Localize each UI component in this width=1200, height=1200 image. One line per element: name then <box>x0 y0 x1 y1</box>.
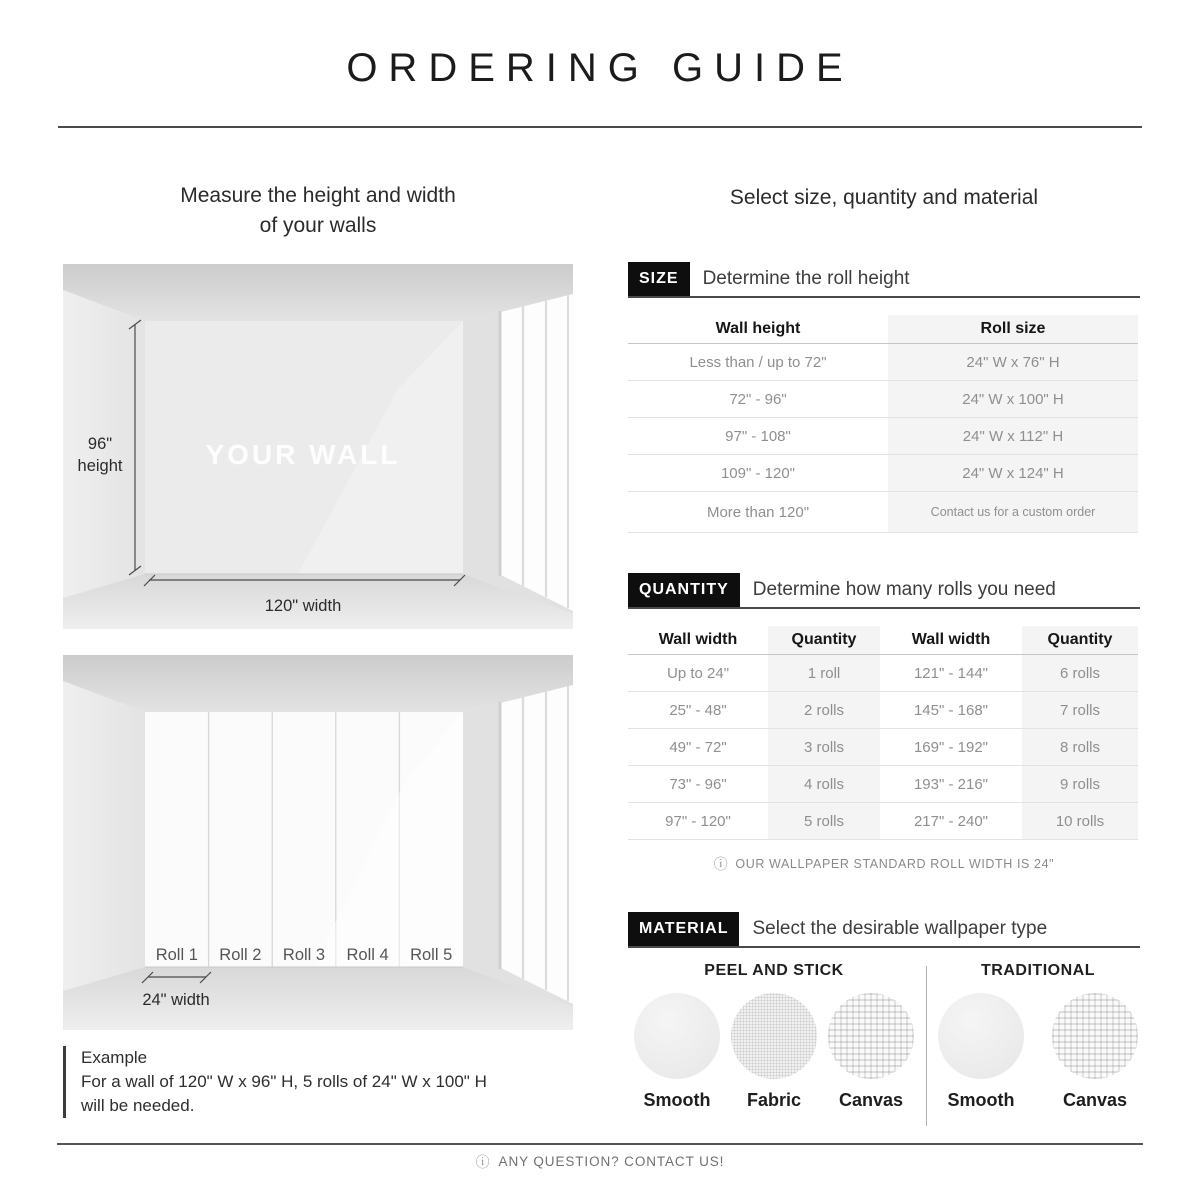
size-subtitle: Determine the roll height <box>702 268 910 289</box>
col-quantity: Quantity <box>1022 626 1138 654</box>
wall-height-value: 97" - 108" <box>725 427 791 445</box>
your-wall-label: YOUR WALL <box>205 439 401 470</box>
smooth-texture-icon <box>634 993 720 1079</box>
roll-4-label: Roll 4 <box>346 946 389 964</box>
wall-height-value: 72" - 96" <box>729 390 787 408</box>
measure-heading <box>63 181 573 241</box>
table-row: 97" - 120" 5 rolls 217" - 240" 10 rolls <box>628 803 1138 840</box>
table-row: 49" - 72" 3 rolls 169" - 192" 8 rolls <box>628 729 1138 766</box>
roll-5-label: Roll 5 <box>410 946 453 964</box>
table-row: 73" - 96" 4 rolls 193" - 216" 9 rolls <box>628 766 1138 803</box>
roll-3-label: Roll 3 <box>282 946 326 964</box>
roll-width-note-text: OUR WALLPAPER STANDARD ROLL WIDTH IS 24" <box>735 857 1055 871</box>
quantity-section-header <box>628 573 1140 609</box>
room-illustration-rolls <box>63 655 573 1030</box>
col-wall-width: Wall width <box>658 631 738 648</box>
swatch-smooth: Smooth <box>633 993 721 1111</box>
material-tag: MATERIAL <box>628 912 739 946</box>
quantity-table <box>628 626 1138 840</box>
size-section <box>628 262 1140 533</box>
footer <box>0 1154 1200 1169</box>
col-roll-size: Roll size <box>888 315 1138 343</box>
size-section-header <box>628 262 1140 298</box>
material-section-header <box>628 912 1140 948</box>
wall-height-value: 109" - 120" <box>720 464 796 482</box>
select-heading: Select size, quantity and material <box>729 186 1039 209</box>
quantity-table-body <box>628 655 1138 840</box>
info-icon: ⓘ <box>475 1153 491 1170</box>
quantity-subtitle: Determine how many rolls you need <box>752 579 1056 600</box>
roll-size-value: Contact us for a custom order <box>888 492 1138 532</box>
room2-left-wall <box>63 681 145 991</box>
roll-size-value: 24" W x 112" H <box>888 418 1138 454</box>
smooth-texture-icon <box>938 993 1024 1079</box>
roll-size-value: 24" W x 100" H <box>888 381 1138 417</box>
wallpaper-roll-panels <box>145 712 463 967</box>
measure-heading-line2: of your walls <box>259 213 377 237</box>
col-wall-width: Wall width <box>911 631 991 648</box>
table-row <box>628 418 1138 455</box>
footer-divider <box>57 1143 1143 1145</box>
table-row: 25" - 48" 2 rolls 145" - 168" 7 rolls <box>628 692 1138 729</box>
quantity-table-header <box>628 626 1138 655</box>
wall-height-value: More than 120" <box>706 503 810 521</box>
col-wall-height: Wall height <box>715 320 801 337</box>
example-line1: For a wall of 120" W x 96" H, 5 rolls of 24" W x 100" H <box>81 1072 487 1092</box>
measure-heading-line1: Measure the height and width <box>180 184 456 207</box>
peel-and-stick-group <box>628 962 920 1111</box>
example-title: Example <box>81 1048 148 1067</box>
height-word-label: height <box>77 457 123 475</box>
swatch-smooth: Smooth <box>937 993 1025 1111</box>
traditional-title: TRADITIONAL <box>981 962 1095 979</box>
material-divider <box>926 966 927 1126</box>
size-tag: SIZE <box>628 262 690 296</box>
table-row: Up to 24" 1 roll 121" - 144" 6 rolls <box>628 655 1138 692</box>
roll-size-value: 24" W x 124" H <box>888 455 1138 491</box>
peel-and-stick-title: PEEL AND STICK <box>704 962 844 979</box>
swatch-fabric: Fabric <box>730 993 818 1111</box>
room2-window <box>501 685 573 1004</box>
table-row <box>628 344 1138 381</box>
height-value-label: 96" <box>87 435 113 453</box>
room1-ceiling <box>63 264 573 321</box>
size-table-header <box>628 315 1138 344</box>
material-subtitle: Select the desirable wallpaper type <box>752 918 1048 939</box>
col-quantity: Quantity <box>768 626 880 654</box>
swatch-canvas: Canvas <box>1051 993 1139 1111</box>
room-illustration-your-wall <box>63 264 573 629</box>
canvas-texture-icon <box>1052 993 1138 1079</box>
roll-1-label: Roll 1 <box>155 946 198 964</box>
quantity-tag: QUANTITY <box>628 573 740 607</box>
quantity-section <box>628 573 1140 871</box>
material-groups <box>628 962 1140 1137</box>
fabric-texture-icon <box>731 993 817 1079</box>
traditional-group <box>936 962 1140 1111</box>
size-table-body <box>628 344 1138 533</box>
roll-size-value: 24" W x 76" H <box>888 344 1138 380</box>
size-table <box>628 315 1138 533</box>
roll-2-label: Roll 2 <box>219 946 262 964</box>
width-label: 120" width <box>264 597 342 615</box>
canvas-texture-icon <box>828 993 914 1079</box>
room1-window <box>501 294 573 611</box>
roll-width-note <box>628 857 1140 871</box>
example-block <box>63 1046 543 1118</box>
swatch-canvas: Canvas <box>827 993 915 1111</box>
table-row <box>628 455 1138 492</box>
wall-height-value: Less than / up to 72" <box>689 353 827 371</box>
table-row <box>628 492 1138 533</box>
table-row <box>628 381 1138 418</box>
material-section <box>628 912 1140 1137</box>
room2-ceiling <box>63 655 573 712</box>
info-icon: ⓘ <box>713 856 729 872</box>
roll-width-label: 24" width <box>142 991 210 1009</box>
page-title: ORDERING GUIDE <box>346 46 854 90</box>
example-line2: will be needed. <box>81 1096 195 1116</box>
header-divider <box>58 126 1142 128</box>
footer-text: ANY QUESTION? CONTACT US! <box>498 1154 725 1169</box>
